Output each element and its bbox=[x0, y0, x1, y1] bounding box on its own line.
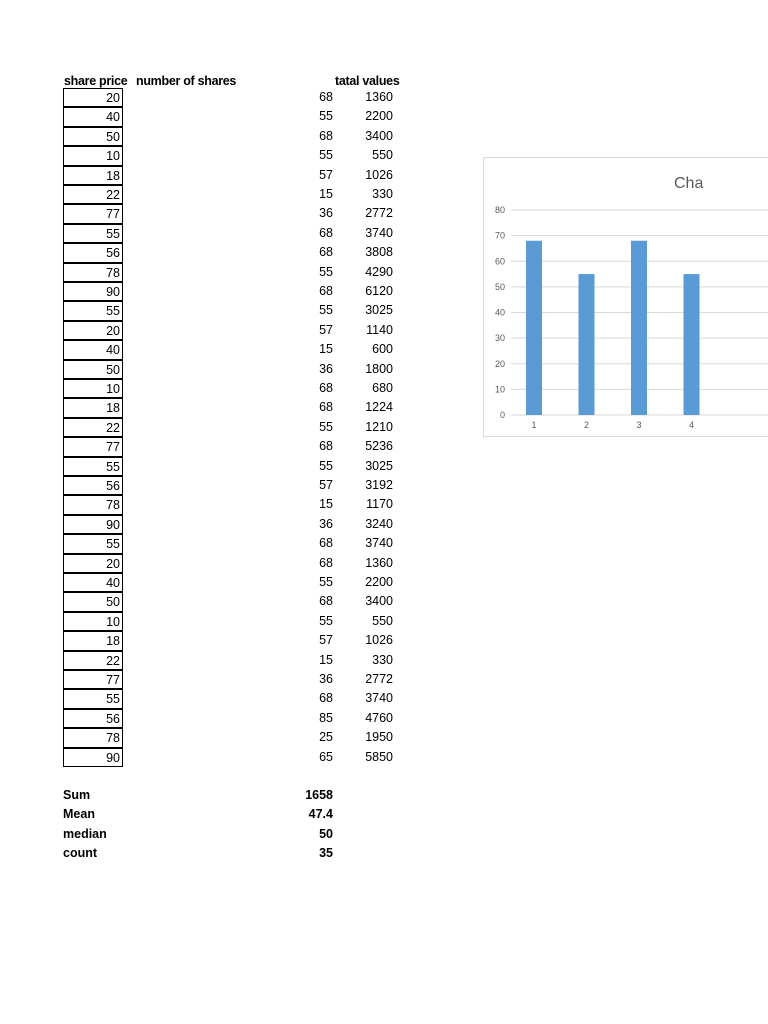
chart-canvas bbox=[484, 158, 768, 437]
table-row bbox=[63, 437, 763, 456]
share-price-cell[interactable]: 10 bbox=[63, 612, 123, 631]
number-of-shares-cell[interactable]: 68 bbox=[319, 284, 333, 298]
number-of-shares-cell[interactable]: 55 bbox=[319, 264, 333, 279]
share-price-cell[interactable]: 77 bbox=[63, 204, 123, 223]
stat-label: Mean bbox=[63, 807, 95, 822]
total-value-cell[interactable]: 550 bbox=[372, 148, 393, 163]
total-value-cell[interactable]: 1140 bbox=[366, 322, 393, 337]
number-of-shares-cell[interactable]: 55 bbox=[319, 109, 333, 124]
number-of-shares-cell[interactable]: 55 bbox=[319, 303, 333, 318]
y-tick-label: 30 bbox=[494, 333, 505, 344]
stat-row bbox=[63, 805, 363, 824]
total-value-cell[interactable]: 1950 bbox=[365, 730, 393, 745]
total-value-cell[interactable]: 1224 bbox=[365, 400, 393, 415]
total-value-cell[interactable]: 5850 bbox=[365, 749, 393, 764]
share-price-cell[interactable]: 55 bbox=[63, 301, 123, 320]
number-of-shares-cell[interactable]: 68 bbox=[319, 128, 333, 143]
number-of-shares-cell[interactable]: 15 bbox=[319, 342, 333, 357]
share-price-cell[interactable]: 56 bbox=[63, 243, 123, 262]
total-value-cell[interactable]: 680 bbox=[372, 381, 393, 395]
total-value-cell[interactable]: 3740 bbox=[365, 536, 393, 551]
x-tick-label: 1 bbox=[531, 420, 537, 430]
share-price-cell[interactable]: 78 bbox=[63, 728, 123, 747]
bar-1[interactable] bbox=[526, 241, 542, 415]
total-value-cell[interactable]: 4760 bbox=[365, 710, 393, 725]
stat-label: count bbox=[63, 846, 98, 861]
total-value-cell[interactable]: 2772 bbox=[365, 672, 393, 686]
number-of-shares-cell[interactable]: 36 bbox=[319, 361, 333, 376]
total-value-cell[interactable]: 550 bbox=[372, 613, 393, 628]
number-of-shares-cell[interactable]: 68 bbox=[319, 245, 333, 260]
number-of-shares-cell[interactable]: 68 bbox=[319, 691, 333, 706]
total-value-cell[interactable]: 3025 bbox=[365, 458, 393, 473]
number-of-shares-cell[interactable]: 55 bbox=[319, 613, 333, 628]
bar-chart[interactable] bbox=[483, 157, 768, 437]
table-row bbox=[63, 554, 763, 573]
stat-value[interactable]: 47.4 bbox=[308, 807, 333, 822]
table-row bbox=[63, 631, 763, 650]
share-price-cell[interactable]: 90 bbox=[63, 515, 123, 534]
stat-row bbox=[63, 844, 363, 863]
table-row bbox=[63, 592, 763, 611]
y-tick-label: 40 bbox=[494, 307, 505, 318]
y-tick-label: 10 bbox=[494, 384, 505, 395]
share-price-cell[interactable]: 18 bbox=[63, 166, 123, 185]
stat-value[interactable]: 1658 bbox=[305, 788, 333, 802]
total-value-cell[interactable]: 330 bbox=[372, 187, 393, 201]
total-value-cell[interactable]: 2200 bbox=[365, 575, 393, 589]
share-price-cell[interactable]: 50 bbox=[63, 360, 123, 379]
number-of-shares-cell[interactable]: 36 bbox=[319, 206, 333, 221]
total-value-cell[interactable]: 3025 bbox=[365, 303, 393, 318]
share-price-cell[interactable]: 50 bbox=[63, 127, 123, 146]
number-of-shares-cell[interactable]: 15 bbox=[319, 652, 333, 667]
number-of-shares-cell[interactable]: 15 bbox=[319, 497, 333, 512]
number-of-shares-cell[interactable]: 25 bbox=[319, 730, 333, 745]
y-tick-label: 60 bbox=[494, 256, 505, 267]
number-of-shares-cell[interactable]: 65 bbox=[319, 749, 333, 764]
table-row bbox=[63, 670, 763, 689]
table-row bbox=[63, 709, 763, 728]
total-value-cell[interactable]: 5236 bbox=[365, 439, 393, 454]
share-price-cell[interactable]: 20 bbox=[63, 321, 123, 340]
x-tick-label: 4 bbox=[688, 420, 695, 430]
share-price-cell[interactable]: 77 bbox=[63, 670, 123, 689]
table-row bbox=[63, 127, 763, 146]
total-value-cell[interactable]: 600 bbox=[372, 342, 393, 357]
share-price-cell[interactable]: 40 bbox=[63, 573, 123, 592]
share-price-cell[interactable]: 55 bbox=[63, 534, 123, 553]
stat-value[interactable]: 35 bbox=[319, 846, 333, 861]
y-tick-label: 50 bbox=[494, 281, 505, 292]
number-of-shares-cell[interactable]: 55 bbox=[319, 419, 333, 434]
total-value-cell[interactable]: 3740 bbox=[365, 691, 393, 706]
table-row bbox=[63, 457, 763, 476]
table-row bbox=[63, 728, 763, 747]
table-row bbox=[63, 689, 763, 708]
bar-2[interactable] bbox=[579, 274, 595, 415]
x-tick-label: 3 bbox=[636, 420, 642, 430]
total-value-cell[interactable]: 3400 bbox=[365, 128, 393, 143]
y-tick-label: 0 bbox=[499, 410, 505, 420]
total-value-cell[interactable]: 1360 bbox=[365, 555, 393, 570]
chart-title: Cha bbox=[674, 175, 704, 192]
total-value-cell[interactable]: 3192 bbox=[365, 478, 393, 492]
number-of-shares-cell[interactable]: 55 bbox=[319, 148, 333, 163]
x-tick-label: 2 bbox=[583, 420, 590, 430]
share-price-cell[interactable]: 50 bbox=[63, 592, 123, 611]
total-value-cell[interactable]: 1360 bbox=[365, 90, 393, 104]
number-of-shares-cell[interactable]: 68 bbox=[319, 555, 333, 570]
number-of-shares-cell[interactable]: 85 bbox=[319, 710, 333, 725]
total-value-cell[interactable]: 2772 bbox=[365, 206, 393, 221]
number-of-shares-cell[interactable]: 55 bbox=[319, 458, 333, 473]
share-price-cell[interactable]: 55 bbox=[63, 689, 123, 708]
stat-label: median bbox=[63, 826, 107, 841]
share-price-cell[interactable]: 10 bbox=[63, 379, 123, 398]
number-of-shares-cell[interactable]: 57 bbox=[319, 633, 333, 648]
share-price-cell[interactable]: 20 bbox=[63, 88, 123, 107]
table-row bbox=[63, 107, 763, 126]
share-price-cell[interactable]: 20 bbox=[63, 554, 123, 573]
table-row bbox=[63, 612, 763, 631]
bar-4[interactable] bbox=[684, 274, 700, 415]
stat-row bbox=[63, 786, 363, 805]
share-price-cell[interactable]: 22 bbox=[63, 651, 123, 670]
total-value-cell[interactable]: 4290 bbox=[365, 264, 393, 279]
total-value-cell[interactable]: 330 bbox=[372, 652, 393, 667]
share-price-cell[interactable]: 77 bbox=[63, 437, 123, 456]
number-of-shares-cell[interactable]: 57 bbox=[319, 322, 333, 337]
total-value-cell[interactable]: 3240 bbox=[365, 516, 393, 531]
share-price-cell[interactable]: 78 bbox=[63, 495, 123, 514]
number-of-shares-cell[interactable]: 68 bbox=[319, 594, 333, 609]
bar-3[interactable] bbox=[631, 241, 647, 415]
table-row bbox=[63, 476, 763, 495]
header-number-of-shares: number of shares bbox=[136, 74, 237, 88]
share-price-cell[interactable]: 55 bbox=[63, 457, 123, 476]
stat-label: Sum bbox=[63, 788, 91, 802]
number-of-shares-cell[interactable]: 68 bbox=[319, 225, 333, 240]
share-price-cell[interactable]: 18 bbox=[63, 631, 123, 650]
total-value-cell[interactable]: 1800 bbox=[365, 361, 393, 376]
stat-value[interactable]: 50 bbox=[319, 826, 333, 841]
header-share-price: share price bbox=[64, 74, 128, 88]
total-value-cell[interactable]: 1026 bbox=[365, 633, 393, 648]
total-value-cell[interactable]: 1026 bbox=[365, 167, 393, 182]
table-row bbox=[63, 495, 763, 514]
share-price-cell[interactable]: 22 bbox=[63, 185, 123, 204]
total-value-cell[interactable]: 6120 bbox=[365, 284, 393, 298]
share-price-cell[interactable]: 56 bbox=[63, 709, 123, 728]
stat-row bbox=[63, 825, 363, 844]
total-value-cell[interactable]: 3740 bbox=[365, 225, 393, 240]
table-row bbox=[63, 748, 763, 767]
number-of-shares-cell[interactable]: 55 bbox=[319, 575, 333, 589]
number-of-shares-cell[interactable]: 15 bbox=[319, 187, 333, 201]
share-price-cell[interactable]: 22 bbox=[63, 418, 123, 437]
share-price-cell[interactable]: 90 bbox=[63, 748, 123, 767]
share-price-cell[interactable]: 55 bbox=[63, 224, 123, 243]
share-price-cell[interactable]: 40 bbox=[63, 107, 123, 126]
number-of-shares-cell[interactable]: 57 bbox=[319, 478, 333, 492]
number-of-shares-cell[interactable]: 68 bbox=[319, 536, 333, 551]
total-value-cell[interactable]: 2200 bbox=[365, 109, 393, 124]
total-value-cell[interactable]: 1210 bbox=[365, 419, 393, 434]
table-row bbox=[63, 534, 763, 553]
share-price-cell[interactable]: 10 bbox=[63, 146, 123, 165]
number-of-shares-cell[interactable]: 68 bbox=[319, 90, 333, 104]
table-row bbox=[63, 515, 763, 534]
table-row bbox=[63, 88, 763, 107]
table-row bbox=[63, 573, 763, 592]
total-value-cell[interactable]: 3808 bbox=[365, 245, 393, 260]
share-price-cell[interactable]: 56 bbox=[63, 476, 123, 495]
number-of-shares-cell[interactable]: 68 bbox=[319, 381, 333, 395]
table-row bbox=[63, 651, 763, 670]
share-price-cell[interactable]: 78 bbox=[63, 263, 123, 282]
share-price-cell[interactable]: 90 bbox=[63, 282, 123, 301]
number-of-shares-cell[interactable]: 36 bbox=[319, 672, 333, 686]
number-of-shares-cell[interactable]: 36 bbox=[319, 516, 333, 531]
total-value-cell[interactable]: 1170 bbox=[366, 497, 393, 512]
share-price-cell[interactable]: 40 bbox=[63, 340, 123, 359]
share-price-cell[interactable]: 18 bbox=[63, 398, 123, 417]
number-of-shares-cell[interactable]: 68 bbox=[319, 439, 333, 454]
y-tick-label: 70 bbox=[494, 230, 505, 241]
total-value-cell[interactable]: 3400 bbox=[365, 594, 393, 609]
number-of-shares-cell[interactable]: 57 bbox=[319, 167, 333, 182]
number-of-shares-cell[interactable]: 68 bbox=[319, 400, 333, 415]
header-total-values: tatal values bbox=[335, 74, 400, 88]
y-tick-label: 80 bbox=[494, 205, 505, 215]
y-tick-label: 20 bbox=[494, 358, 505, 369]
